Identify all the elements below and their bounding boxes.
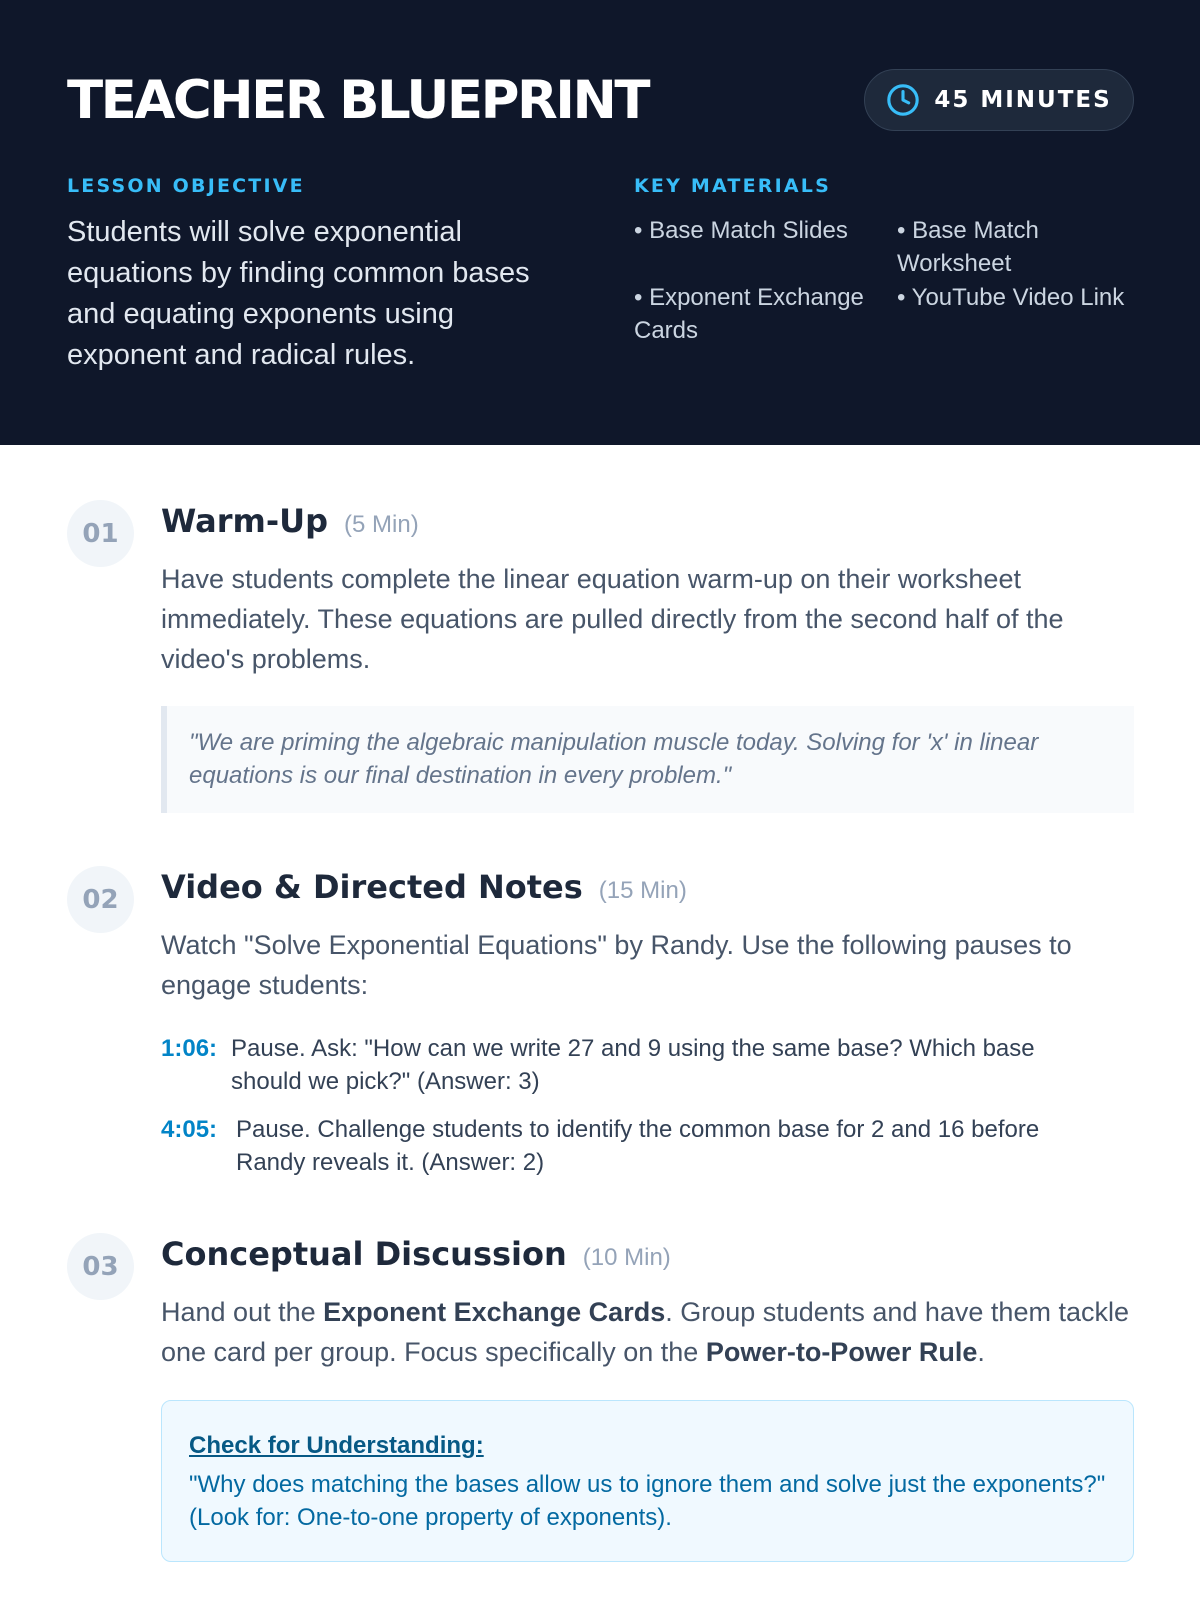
materials-reference: Exponent Exchange Cards bbox=[323, 1297, 666, 1327]
page-title: TEACHER BLUEPRINT bbox=[67, 70, 649, 131]
material-item: • Base Match Worksheet bbox=[897, 217, 1039, 277]
duration-label: 45 MINUTES bbox=[934, 87, 1112, 113]
rule-reference: Power-to-Power Rule bbox=[705, 1337, 978, 1367]
check-title: Check for Understanding: bbox=[189, 1432, 484, 1459]
step-title bbox=[161, 1235, 671, 1273]
step-duration: (5 Min) bbox=[344, 511, 419, 538]
material-item: • Exponent Exchange Cards bbox=[634, 284, 864, 344]
step-description: Watch "Solve Exponential Equations" by Randy. Use the following pauses to engage students: bbox=[161, 930, 1072, 1000]
check-text: "Why does matching the bases allow us to ignore them and solve just the exponents?" (Look for: One-to-one property of exponents). bbox=[189, 1471, 1106, 1531]
material-item: • Base Match Slides bbox=[634, 217, 848, 244]
check-for-understanding-box bbox=[161, 1400, 1134, 1562]
video-pause-item bbox=[161, 1113, 1081, 1179]
step-number-badge: 01 bbox=[67, 500, 134, 567]
step-duration: (10 Min) bbox=[582, 1244, 671, 1271]
quote-box bbox=[161, 706, 1134, 813]
timestamp: 4:05: bbox=[161, 1116, 218, 1143]
materials-label: KEY MATERIALS bbox=[634, 175, 831, 197]
step-number-badge: 02 bbox=[67, 866, 134, 933]
step-title-text: Conceptual Discussion bbox=[161, 1235, 567, 1273]
timestamp: 1:06: bbox=[161, 1035, 218, 1062]
header bbox=[0, 0, 1200, 445]
step-title-text: Warm-Up bbox=[161, 502, 329, 540]
step-title bbox=[161, 502, 419, 540]
step-description bbox=[161, 1292, 1141, 1372]
pause-text: Pause. Challenge students to identify the common base for 2 and 16 before Randy reveals it. (Answer: 2) bbox=[236, 1116, 1040, 1176]
step-title-text: Video & Directed Notes bbox=[161, 868, 583, 906]
quote-text: "We are priming the algebraic manipulation muscle today. Solving for 'x' in linear equations is our final destination in every problem." bbox=[189, 729, 1039, 789]
desc-text: . bbox=[977, 1337, 985, 1367]
desc-text: Hand out the bbox=[161, 1297, 324, 1327]
step-duration: (15 Min) bbox=[598, 877, 687, 904]
objective-text: Students will solve exponential equations by finding common bases and equating exponents using exponent and radical rules. bbox=[67, 216, 530, 371]
step-number-badge: 03 bbox=[67, 1233, 134, 1300]
step-title bbox=[161, 868, 687, 906]
desc-text: . Group students and have them tackle one card per group. Focus specifically on the bbox=[161, 1297, 1129, 1367]
pause-text: Pause. Ask: "How can we write 27 and 9 using the same base? Which base should we pick?" (Answer: 3) bbox=[231, 1035, 1035, 1095]
step-description: Have students complete the linear equation warm-up on their worksheet immediately. These equations are pulled directly from the second half of the video's problems. bbox=[161, 564, 1064, 674]
clock-icon bbox=[886, 83, 920, 117]
video-pause-item bbox=[161, 1032, 1081, 1098]
duration-badge bbox=[864, 69, 1134, 131]
material-item: • YouTube Video Link bbox=[897, 284, 1125, 311]
objective-label: LESSON OBJECTIVE bbox=[67, 175, 305, 197]
